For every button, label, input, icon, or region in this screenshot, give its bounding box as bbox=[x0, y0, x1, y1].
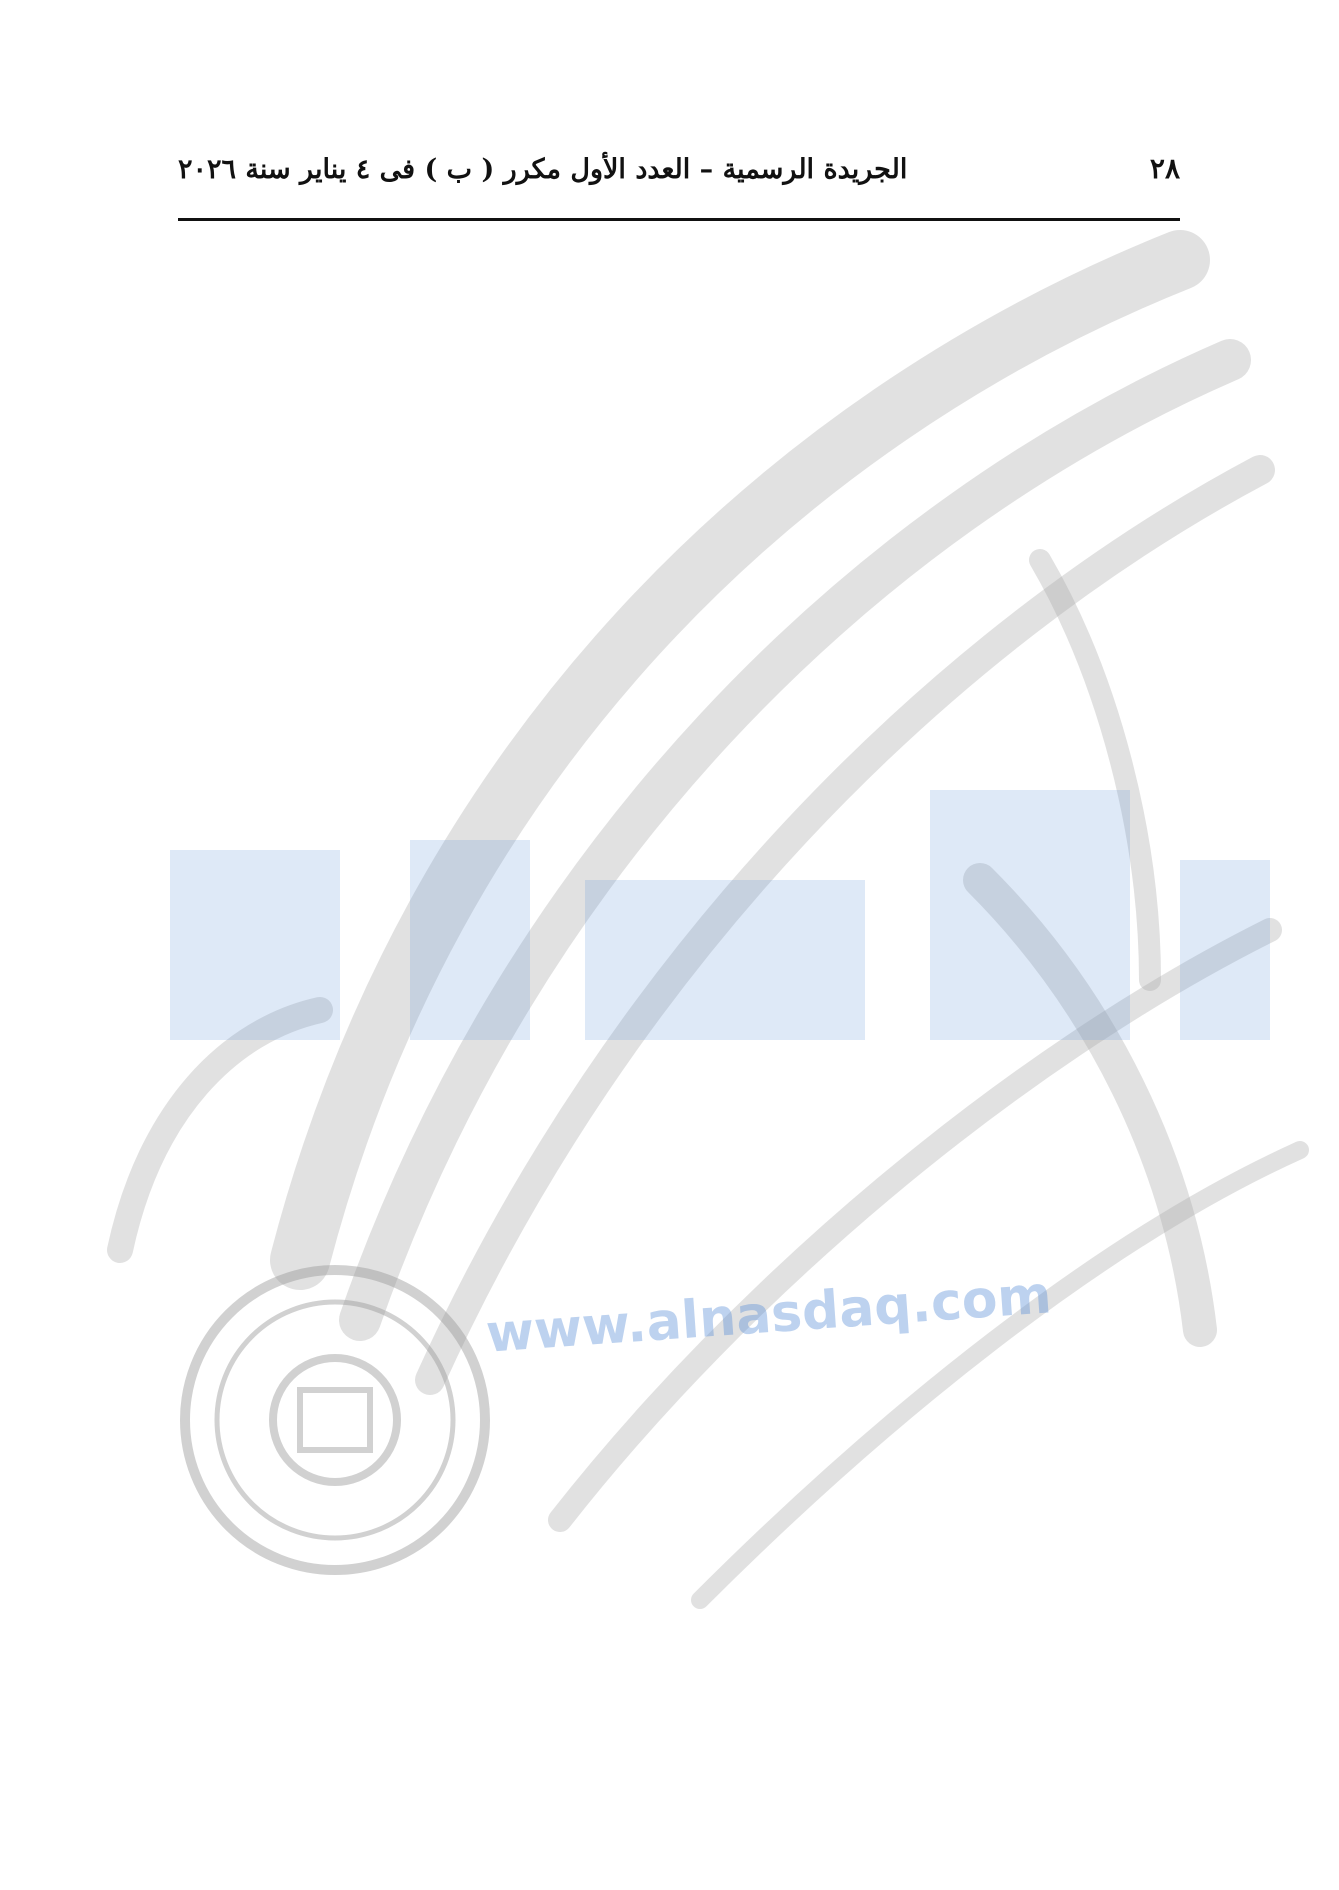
page-header bbox=[178, 148, 1180, 210]
gazette-header-title: الجريدة الرسمية – العدد الأول مكرر ( ب ) فى ٤ يناير سنة ٢٠٢٦ bbox=[178, 154, 908, 185]
body-text bbox=[178, 246, 1180, 265]
page-number: ٢٨ bbox=[1149, 152, 1180, 185]
watermark-blocks bbox=[170, 790, 1270, 1040]
watermark-strokes bbox=[120, 260, 1300, 1600]
header-divider bbox=[178, 218, 1180, 221]
watermark-site-text: www.alnasdaq.com bbox=[484, 1265, 1054, 1365]
watermark-seal bbox=[185, 1270, 485, 1570]
